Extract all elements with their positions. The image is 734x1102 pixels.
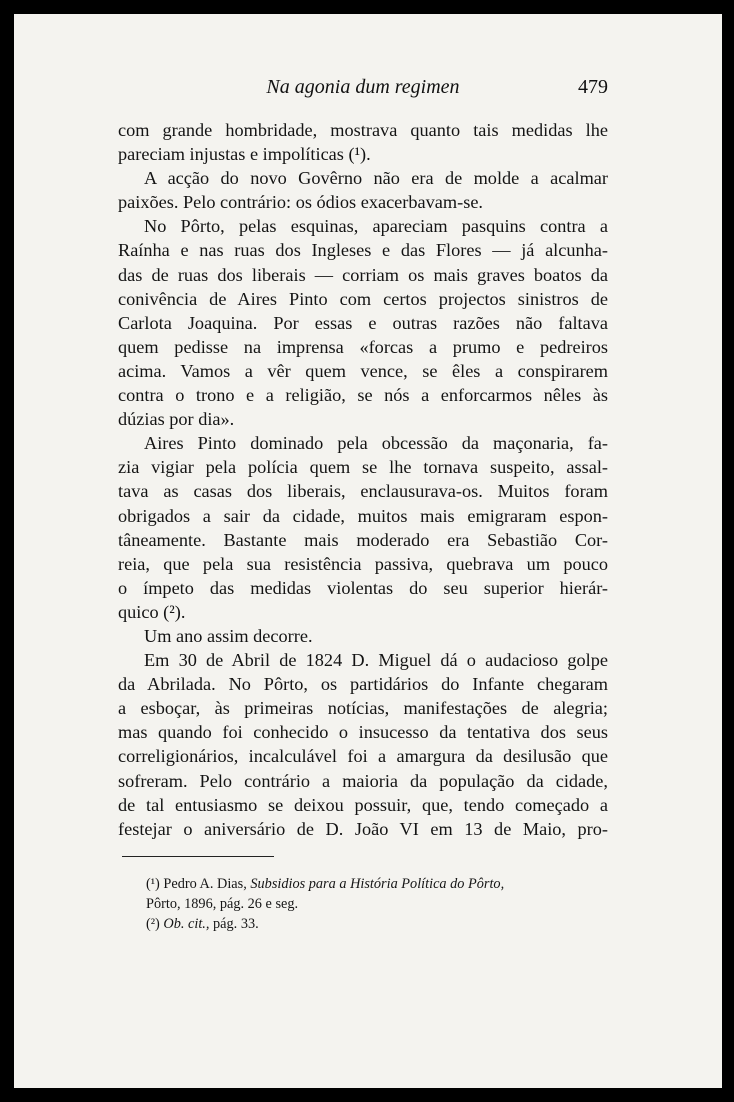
text-line: Carlota Joaquina. Por essas e outras razões não faltava: [118, 312, 608, 333]
text-line: paixões. Pelo contrário: os ódios exacerbavam-se.: [118, 192, 484, 213]
paragraph: [118, 624, 608, 648]
footnote-2: [122, 914, 610, 934]
text-line: Em 30 de Abril de 1824 D. Miguel dá o audacioso golpe: [144, 650, 608, 671]
text-line: quico (²).: [118, 601, 186, 622]
book-page: [14, 14, 722, 1088]
text-line: reia, que pela sua resistência passiva, quebrava um pouco: [118, 553, 608, 574]
text-line: sofreram. Pelo contrário a maioria da população da cidade,: [118, 770, 608, 791]
paragraph: [118, 648, 608, 841]
footnote-mark: (¹): [146, 876, 160, 892]
text-line: Um ano assim decorre.: [144, 625, 313, 646]
text-line: festejar o aniversário de D. João VI em 13 de Maio, pro-: [118, 818, 608, 839]
text-line: de tal entusiasmo se deixou possuir, que, tendo começado a: [118, 794, 608, 815]
text-line: obrigados a sair da cidade, muitos mais emigraram espon-: [118, 505, 608, 526]
running-head-title: Na agonia dum regimen: [266, 76, 460, 98]
text-line: conivência de Aires Pinto com certos projectos sinistros de: [118, 288, 608, 309]
text-line: acima. Vamos a vêr quem vence, se êles a conspirarem: [118, 360, 608, 381]
text-line: correligionários, incalculável foi a amargura da desilusão que: [118, 746, 608, 767]
text-line: Aires Pinto dominado pela obcessão da maçonaria, fa-: [144, 433, 608, 454]
footnote-1: [122, 874, 610, 914]
text-line: a esboçar, às primeiras notícias, manifestações de alegria;: [118, 698, 608, 719]
text-line: mas quando foi conhecido o insucesso da tentativa dos seus: [118, 722, 608, 743]
text-line: o ímpeto das medidas violentas do seu superior hierár-: [118, 577, 608, 598]
text-line: dúzias por dia».: [118, 409, 235, 430]
footnote-rest: Pôrto, 1896, pág. 26 e seg.: [146, 896, 299, 912]
text-line: quem pedisse na imprensa «forcas a prumo e pedreiros: [118, 336, 608, 357]
text-line: com grande hombridade, mostrava quanto tais medidas lhe: [118, 120, 608, 140]
footnote-mark: (²): [146, 916, 160, 932]
text-line: tava as casas dos liberais, enclausurava-os. Muitos foram: [118, 481, 608, 502]
paragraph: [118, 118, 608, 166]
running-head: [118, 76, 608, 106]
text-line: da Abrilada. No Pôrto, os partidários do Infante chegaram: [118, 674, 608, 695]
text-line: Raínha e nas ruas dos Ingleses e das Flores — já alcunha-: [118, 240, 608, 261]
body-text: [118, 118, 608, 841]
footnote-rule: [122, 856, 274, 857]
footnote-author: Pedro A. Dias,: [163, 876, 247, 892]
text-line: tâneamente. Bastante mais moderado era Sebastião Cor-: [118, 529, 608, 550]
footnote-work: Ob. cit.,: [163, 916, 210, 932]
text-line: das de ruas dos liberais — corriam os mais graves boatos da: [118, 264, 608, 285]
paragraph: [118, 214, 608, 431]
text-line: No Pôrto, pelas esquinas, apareciam pasquins contra a: [144, 216, 608, 237]
page-number: 479: [578, 76, 608, 98]
text-line: zia vigiar pela polícia quem se lhe tornava suspeito, assal-: [118, 457, 608, 478]
text-line: A acção do novo Govêrno não era de molde a acalmar: [144, 168, 608, 189]
paragraph: [118, 166, 608, 214]
footnote-rest: pág. 33.: [213, 916, 259, 932]
text-line: contra o trono e a religião, se nós a enforcarmos nêles às: [118, 385, 608, 406]
footnotes: [122, 874, 610, 934]
text-line: pareciam injustas e impolíticas (¹).: [118, 144, 371, 165]
footnote-work: Subsidios para a História Política do Pôrto,: [250, 876, 505, 892]
paragraph: [118, 431, 608, 624]
